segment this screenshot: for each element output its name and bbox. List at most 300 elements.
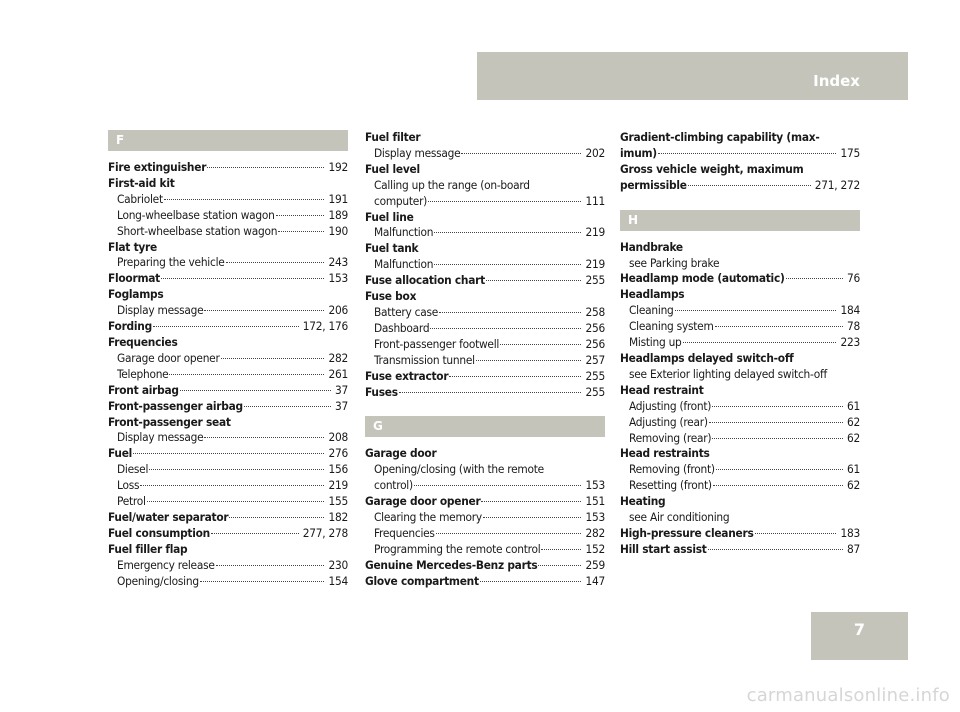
dot-leader — [276, 215, 325, 216]
dot-leader — [713, 485, 843, 486]
index-entry-label: Cabriolet — [117, 191, 163, 206]
index-main-entry — [620, 162, 860, 194]
index-column-1 — [108, 130, 348, 589]
index-entry-leader — [108, 271, 348, 287]
dot-leader — [476, 360, 582, 361]
index-entry-leader — [117, 224, 348, 240]
index-entry-page: 62 — [846, 414, 860, 429]
index-entry-page: 256 — [585, 336, 605, 351]
index-entry-leader — [117, 462, 348, 478]
index-sub-entry — [108, 192, 348, 208]
dot-leader — [716, 469, 843, 470]
index-sub-entry — [108, 478, 348, 494]
index-main-entry — [108, 446, 348, 462]
index-entry-label: permissible — [620, 177, 687, 192]
index-entry-label: Fire extinguisher — [108, 160, 207, 174]
index-entry-page: 62 — [846, 430, 860, 445]
index-entry-page: 277, 278 — [302, 525, 348, 540]
index-entry-page: 175 — [840, 145, 860, 160]
dot-leader — [399, 392, 582, 393]
index-entry-label: Fuel tank — [365, 241, 419, 256]
index-sub-entry — [365, 510, 605, 526]
index-sub-entry — [620, 431, 860, 447]
index-entry-leader — [620, 271, 860, 287]
index-entry-leader — [365, 558, 605, 574]
dot-leader — [541, 549, 581, 550]
dot-leader — [180, 390, 331, 391]
index-entry-label: Battery case — [374, 304, 439, 319]
index-main-entry — [620, 130, 860, 162]
index-sub-entry — [108, 351, 348, 367]
index-entry-page: 257 — [585, 352, 605, 367]
index-entry-page: 206 — [328, 303, 348, 318]
index-entry-leader — [365, 494, 605, 510]
index-entry-label: Display message — [117, 430, 204, 445]
dot-leader — [140, 485, 324, 486]
index-main-entry — [108, 319, 348, 335]
index-sub-entry — [620, 256, 860, 272]
index-entry-label: Heating — [620, 494, 666, 509]
index-main-entry — [620, 446, 860, 462]
index-entry-page: 78 — [846, 319, 860, 334]
index-entry-leader — [374, 526, 605, 542]
index-sub-entry — [620, 510, 860, 526]
index-sub-entry — [108, 303, 348, 319]
index-entry-label: Display message — [117, 303, 204, 318]
index-main-entry — [620, 240, 860, 256]
index-entry-page: 190 — [328, 223, 348, 238]
dot-leader — [675, 310, 837, 311]
dot-leader — [434, 232, 581, 233]
index-entry-leader — [629, 462, 860, 478]
index-entry-label: Floormat — [108, 271, 161, 286]
index-entry-page: 147 — [585, 573, 605, 588]
index-entry-page: 111 — [585, 193, 605, 208]
index-entry-page: 151 — [585, 494, 605, 509]
index-entry-label: Dashboard — [374, 320, 430, 335]
index-entry-label: Preparing the vehicle — [117, 255, 225, 270]
index-main-entry — [365, 369, 605, 385]
index-entry-label: computer) — [374, 193, 428, 208]
index-entry-page: 184 — [840, 303, 860, 318]
index-entry-leader — [108, 446, 348, 462]
dot-leader — [147, 501, 325, 502]
dot-leader — [428, 201, 581, 202]
index-entry-label: Front airbag — [108, 382, 179, 397]
index-entry-label: Transmission tunnel — [374, 352, 475, 367]
index-entry-leader — [108, 319, 348, 335]
index-entry-page: 255 — [585, 273, 605, 288]
index-main-entry — [620, 383, 860, 399]
dot-leader — [244, 406, 331, 407]
index-entry-label: Flat tyre — [108, 239, 157, 254]
dot-leader — [715, 326, 843, 327]
dot-leader — [226, 262, 325, 263]
dot-leader — [164, 199, 325, 200]
index-entry-label: Malfunction — [374, 225, 434, 240]
index-sub-entry — [365, 337, 605, 353]
index-entry-leader — [365, 369, 605, 385]
index-entry-label: Telephone — [117, 366, 169, 381]
index-entry-leader — [374, 542, 605, 558]
index-sub-entry — [365, 542, 605, 558]
dot-leader — [434, 264, 581, 265]
index-entry-leader — [365, 385, 605, 401]
index-entry-page: 192 — [328, 160, 348, 174]
index-entry-leader — [117, 558, 348, 574]
dot-leader — [483, 517, 582, 518]
index-entry-leader — [374, 510, 605, 526]
index-entry-label: Foglamps — [108, 287, 164, 302]
index-sub-entry — [108, 558, 348, 574]
index-entry-label: Frequencies — [108, 334, 178, 349]
index-entry-page: 271, 272 — [814, 177, 860, 192]
section-heading-f: F — [108, 130, 348, 151]
index-entry-leader — [108, 526, 348, 542]
index-entry-label: Front-passenger seat — [108, 414, 231, 429]
page-number-tab — [811, 612, 908, 660]
index-entry-label: Opening/closing (with the remote — [374, 462, 544, 477]
dot-leader — [133, 453, 324, 454]
index-entry-label: Head restraint — [620, 382, 704, 397]
dot-leader — [278, 231, 324, 232]
index-entry-leader — [117, 303, 348, 319]
index-entry-leader — [629, 431, 860, 447]
index-entry-label: Garage door opener — [365, 494, 481, 509]
index-main-entry — [108, 510, 348, 526]
index-entry-leader — [117, 430, 348, 446]
dot-leader — [755, 533, 837, 534]
index-entry-page: 219 — [585, 257, 605, 272]
index-sub-entry — [620, 462, 860, 478]
index-entry-label: Short-wheelbase station wagon — [117, 223, 278, 238]
dot-leader — [161, 278, 324, 279]
index-main-entry — [108, 160, 348, 176]
index-sub-entry — [108, 574, 348, 590]
index-sub-entry — [620, 415, 860, 431]
dot-leader — [436, 533, 582, 534]
index-entry-page: 208 — [328, 430, 348, 445]
dot-leader — [204, 310, 324, 311]
index-entry-page: 153 — [585, 478, 605, 493]
index-entry-leader — [108, 399, 348, 415]
index-entry-label: Programming the remote control — [374, 541, 541, 556]
dot-leader — [708, 549, 843, 550]
index-main-entry — [108, 335, 348, 351]
index-sub-entry — [365, 257, 605, 273]
index-entry-label: Display message — [374, 145, 461, 160]
index-main-entry — [108, 287, 348, 303]
index-entry-leader — [117, 208, 348, 224]
index-entry-page: 37 — [334, 382, 348, 397]
heading-spacer — [365, 437, 605, 446]
index-entry-leader — [117, 255, 348, 271]
dot-leader — [430, 328, 581, 329]
index-entry-label: Loss — [117, 478, 140, 493]
index-entry-label: Frequencies — [374, 525, 435, 540]
index-entry-label: Fording — [108, 319, 152, 334]
index-column-3 — [620, 130, 860, 558]
index-entry-label: Headlamp mode (automatic) — [620, 271, 785, 286]
index-entry-page: 154 — [328, 573, 348, 588]
index-entry-label: Fuse extractor — [365, 368, 449, 383]
index-sub-entry — [620, 335, 860, 351]
watermark-text: carmanualsonline.info — [746, 685, 950, 706]
index-entry-leader — [108, 510, 348, 526]
index-entry-page: 202 — [585, 145, 605, 160]
dot-leader — [712, 438, 843, 439]
dot-leader — [204, 437, 324, 438]
index-entry-page: 61 — [846, 398, 860, 413]
index-entry-label: Garage door — [365, 446, 437, 461]
index-entry-page: 191 — [328, 191, 348, 206]
index-entry-leader — [374, 257, 605, 273]
index-main-entry — [365, 385, 605, 401]
index-entry-label: Headlamps — [620, 287, 685, 302]
index-sub-entry — [365, 462, 605, 494]
index-entry-page: 219 — [585, 225, 605, 240]
index-entry-label: First-aid kit — [108, 175, 175, 190]
index-entry-label: Glove compartment — [365, 573, 479, 588]
index-entry-page: 282 — [585, 525, 605, 540]
index-entry-leader — [365, 574, 605, 590]
index-sub-entry — [365, 225, 605, 241]
dot-leader — [688, 185, 811, 186]
heading-spacer — [108, 151, 348, 160]
index-entry-page: 183 — [840, 525, 860, 540]
dot-leader — [414, 485, 582, 486]
dot-leader — [149, 469, 324, 470]
index-entry-leader — [620, 542, 860, 558]
index-entry-label: Fuel level — [365, 161, 420, 176]
index-sub-entry — [365, 305, 605, 321]
index-entry-label: Fuse box — [365, 289, 417, 304]
page-number: 7 — [853, 620, 866, 639]
index-sub-entry — [108, 224, 348, 240]
dot-leader — [538, 565, 581, 566]
index-entry-leader — [374, 337, 605, 353]
index-sub-entry — [620, 319, 860, 335]
index-entry-page: 62 — [846, 478, 860, 493]
index-entry-label: Fuel — [108, 446, 133, 461]
index-main-entry — [108, 176, 348, 192]
index-entry-label: Cleaning system — [629, 319, 714, 334]
index-entry-page: 255 — [585, 368, 605, 383]
index-entry-label: Calling up the range (on-board — [374, 177, 530, 192]
dot-leader — [200, 581, 325, 582]
index-entry-label: see Exterior lighting delayed switch-off — [629, 366, 828, 381]
index-sub-entry — [365, 146, 605, 162]
index-entry-label: Clearing the memory — [374, 510, 482, 525]
index-entry-leader — [629, 303, 860, 319]
index-sub-entry — [620, 399, 860, 415]
index-main-entry — [108, 526, 348, 542]
index-sub-entry — [108, 208, 348, 224]
index-entry-leader — [117, 351, 348, 367]
dot-leader — [712, 406, 843, 407]
index-entry-label: imum) — [620, 145, 657, 160]
dot-leader — [481, 501, 581, 502]
index-header-title: Index — [813, 72, 860, 90]
dot-leader — [169, 374, 324, 375]
dot-leader — [658, 153, 837, 154]
index-entry-label: Removing (front) — [629, 462, 715, 477]
index-entry-label: Front-passenger airbag — [108, 398, 243, 413]
index-entry-page: 155 — [328, 494, 348, 509]
index-sub-entry — [108, 494, 348, 510]
index-main-entry — [365, 289, 605, 305]
index-main-entry — [365, 558, 605, 574]
dot-leader — [439, 312, 581, 313]
index-main-entry — [620, 271, 860, 287]
index-entry-label: Adjusting (rear) — [629, 414, 708, 429]
index-main-entry — [620, 526, 860, 542]
index-entry-leader — [629, 415, 860, 431]
index-entry-label: Emergency release — [117, 557, 215, 572]
index-entry-page: 276 — [328, 446, 348, 461]
section-heading-g: G — [365, 416, 605, 437]
index-entry-page: 37 — [334, 398, 348, 413]
index-sub-entry — [620, 303, 860, 319]
index-entry-leader — [374, 478, 605, 494]
index-entry-label: Adjusting (front) — [629, 398, 712, 413]
index-column-2 — [365, 130, 605, 590]
index-entry-leader — [117, 494, 348, 510]
index-entry-label: Garage door opener — [117, 350, 220, 365]
index-entry-page: 182 — [328, 509, 348, 524]
index-entry-leader — [374, 146, 605, 162]
dot-leader — [153, 326, 299, 327]
index-entry-label: Removing (rear) — [629, 430, 712, 445]
index-entry-leader — [117, 367, 348, 383]
index-main-entry — [365, 494, 605, 510]
index-entry-page: 156 — [328, 462, 348, 477]
dot-leader — [449, 376, 581, 377]
index-entry-page: 153 — [585, 510, 605, 525]
index-main-entry — [620, 542, 860, 558]
dot-leader — [216, 565, 325, 566]
dot-leader — [786, 278, 843, 279]
index-entry-label: Fuse allocation chart — [365, 273, 485, 288]
index-entry-label: Diesel — [117, 462, 149, 477]
index-sub-entry — [620, 478, 860, 494]
index-sub-entry — [108, 255, 348, 271]
index-entry-label: Fuel filler flap — [108, 541, 188, 556]
index-entry-label: Handbrake — [620, 239, 683, 254]
index-entry-leader — [365, 273, 605, 289]
section-heading-h: H — [620, 210, 860, 231]
index-entry-label: see Air conditioning — [629, 510, 730, 525]
index-sub-entry — [108, 367, 348, 383]
index-entry-label: Fuel/water separator — [108, 509, 229, 524]
index-main-entry — [108, 415, 348, 431]
index-entry-leader — [620, 526, 860, 542]
index-entry-leader — [374, 353, 605, 369]
index-entry-label: Resetting (front) — [629, 478, 712, 493]
index-main-entry — [620, 494, 860, 510]
index-entry-page: 153 — [328, 271, 348, 286]
index-entry-label: control) — [374, 478, 413, 493]
index-entry-page: 61 — [846, 462, 860, 477]
index-entry-leader — [620, 178, 860, 194]
index-entry-leader — [374, 321, 605, 337]
index-main-entry — [108, 399, 348, 415]
index-main-entry — [620, 351, 860, 367]
index-entry-page: 219 — [328, 478, 348, 493]
index-main-entry — [365, 162, 605, 178]
index-main-entry — [108, 383, 348, 399]
index-entry-leader — [108, 383, 348, 399]
index-entry-page: 152 — [585, 541, 605, 556]
index-sub-entry — [365, 321, 605, 337]
index-entry-label: Cleaning — [629, 303, 674, 318]
index-entry-page: 189 — [328, 207, 348, 222]
index-entry-page: 256 — [585, 320, 605, 335]
index-entry-page: 223 — [840, 335, 860, 350]
index-main-entry — [365, 210, 605, 226]
index-entry-label: High-pressure cleaners — [620, 525, 754, 540]
index-entry-leader — [629, 335, 860, 351]
index-entry-leader — [620, 146, 860, 162]
index-entry-leader — [117, 192, 348, 208]
index-entry-page: 282 — [328, 350, 348, 365]
index-sub-entry — [365, 178, 605, 210]
dot-leader — [480, 581, 582, 582]
index-entry-label: Malfunction — [374, 257, 434, 272]
index-entry-page: 255 — [585, 384, 605, 399]
index-entry-label: Fuel consumption — [108, 525, 210, 540]
index-entry-leader — [374, 194, 605, 210]
heading-spacer — [620, 231, 860, 240]
index-entry-label: Opening/closing — [117, 573, 199, 588]
index-entry-leader — [108, 160, 348, 176]
index-main-entry — [365, 273, 605, 289]
dot-leader — [486, 280, 582, 281]
index-entry-label: Long-wheelbase station wagon — [117, 207, 275, 222]
index-entry-label: Gradient-climbing capability (max- — [620, 130, 820, 144]
index-entry-leader — [374, 305, 605, 321]
index-main-entry — [365, 446, 605, 462]
index-main-entry — [108, 271, 348, 287]
index-main-entry — [108, 240, 348, 256]
index-main-entry — [620, 287, 860, 303]
index-sub-entry — [620, 367, 860, 383]
index-entry-label: Misting up — [629, 335, 682, 350]
index-entry-page: 258 — [585, 304, 605, 319]
index-main-entry — [365, 574, 605, 590]
dot-leader — [221, 358, 325, 359]
index-entry-leader — [629, 478, 860, 494]
index-entry-label: Front-passenger footwell — [374, 336, 500, 351]
dot-leader — [683, 342, 837, 343]
dot-leader — [709, 422, 843, 423]
index-entry-page: 230 — [328, 557, 348, 572]
index-sub-entry — [108, 462, 348, 478]
index-entry-label: Head restraints — [620, 446, 710, 461]
index-entry-page: 261 — [328, 366, 348, 381]
dot-leader — [207, 167, 324, 168]
index-entry-label: Fuel filter — [365, 130, 421, 144]
index-entry-label: Hill start assist — [620, 541, 707, 556]
index-entry-label: Fuel line — [365, 209, 414, 224]
index-entry-page: 87 — [846, 541, 860, 556]
index-entry-leader — [117, 478, 348, 494]
dot-leader — [211, 533, 299, 534]
index-entry-leader — [117, 574, 348, 590]
index-main-entry — [108, 542, 348, 558]
index-sub-entry — [108, 430, 348, 446]
dot-leader — [229, 517, 324, 518]
